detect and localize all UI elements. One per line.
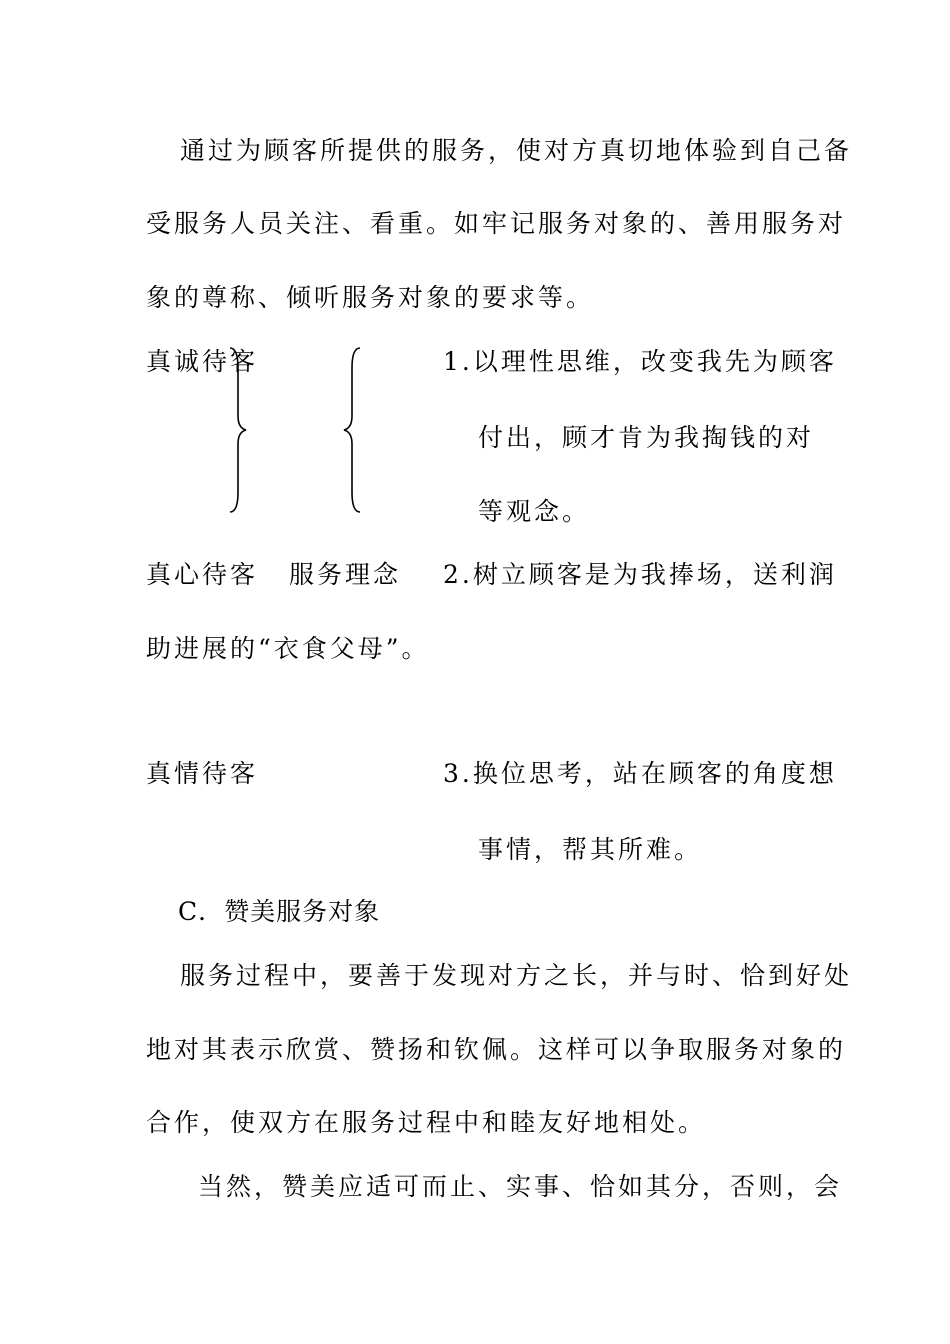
intro-line-3: 象的尊称、倾听服务对象的要求等。 [146,283,595,312]
left-item-sincere: 真诚待客 [146,347,259,376]
center-label: 服务理念 [289,560,402,589]
point-2-line-2: 助进展的“衣食父母”。 [146,634,430,663]
point-3-line-2: 事情，帮其所难。 [478,835,703,864]
point-3-line-1: 3.换位思考，站在顾客的角度想 [443,759,837,788]
intro-line-2: 受服务人员关注、看重。如牢记服务对象的、善用服务对 [146,209,847,238]
point-1-line-2: 付出，顾才肯为我掏钱的对 [478,423,815,452]
left-item-heart: 真心待客 [146,560,259,589]
point-1-line-3: 等观念。 [478,497,591,526]
right-brace-icon [228,348,248,513]
section-c-para1-line-1: 服务过程中，要善于发现对方之长，并与时、恰到好处 [180,961,853,990]
section-c-para1-line-3: 合作，使双方在服务过程中和睦友好地相处。 [146,1108,707,1137]
point-1-line-1: 1.以理性思维，改变我先为顾客 [443,347,837,376]
section-c-para2-line-1: 当然，赞美应适可而止、实事、恰如其分，否则，会 [198,1172,843,1201]
section-c-heading: C．赞美服务对象 [178,897,381,926]
section-c-para1-line-2: 地对其表示欣赏、赞扬和钦佩。这样可以争取服务对象的 [146,1035,847,1064]
left-item-feeling: 真情待客 [146,759,259,788]
point-2-line-1: 2.树立顾客是为我捧场，送利润 [443,560,837,589]
left-brace-icon [342,348,362,513]
intro-line-1: 通过为顾客所提供的服务，使对方真切地体验到自己备 [180,136,853,165]
